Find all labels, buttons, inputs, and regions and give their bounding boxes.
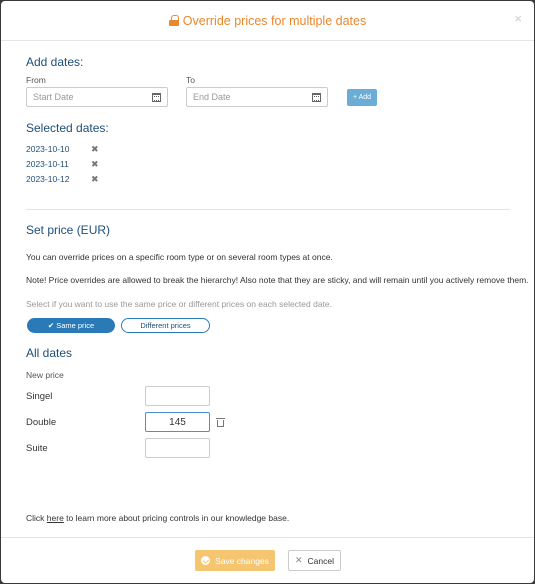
cancel-label: Cancel [307,555,334,566]
calendar-icon[interactable] [312,93,321,102]
check-circle-icon [201,556,210,565]
price-input-double[interactable]: 145 [145,412,210,432]
add-date-button[interactable]: + Add [347,89,377,106]
save-changes-button[interactable] [195,550,275,571]
cancel-button[interactable] [288,550,341,571]
end-date-placeholder: End Date [193,92,231,102]
price-input-singel[interactable] [145,386,210,406]
price-input-suite[interactable] [145,438,210,458]
selected-dates-heading: Selected dates: [26,121,109,135]
different-prices-toggle[interactable]: Different prices [121,318,210,333]
close-icon[interactable]: × [514,11,522,26]
new-price-label: New price [26,370,64,380]
remove-date-icon[interactable]: ✖ [91,159,99,169]
info-text-3: Select if you want to use the same price or different prices on each selected date. [26,299,333,309]
start-date-placeholder: Start Date [33,92,74,102]
room-label-singel: Singel [26,391,53,402]
modal-title-text: Override prices for multiple dates [182,13,367,28]
selected-date: 2023-10-10 [26,144,70,154]
remove-date-icon[interactable]: ✖ [91,174,99,184]
room-label-suite: Suite [26,443,48,454]
close-icon: ✕ [294,555,303,565]
add-dates-heading: Add dates: [26,55,84,69]
all-dates-heading: All dates [26,346,73,360]
calendar-icon[interactable] [152,93,161,102]
room-label-double: Double [26,417,57,428]
info-text-1: You can override prices on a specific room type or on several room types at once. [26,252,333,262]
trash-icon[interactable] [216,417,225,427]
knowledge-base-link[interactable]: here [46,513,64,523]
knowledge-base-note [26,513,289,523]
footnote-before: Click [26,513,47,523]
modal-title [169,14,366,28]
footnote-after: to learn more about pricing controls in our knowledge base. [63,513,290,523]
footer-divider [1,537,534,538]
from-label: From [26,75,46,85]
selected-date: 2023-10-12 [26,174,70,184]
lock-icon [169,15,179,26]
same-price-toggle[interactable]: ✔ Same price [27,318,115,333]
info-text-2: Note! Price overrides are allowed to break the hierarchy! Also note that they are sticky, and will remain until you actively remove them. [26,275,529,285]
modal-header [1,1,534,41]
save-label: Save changes [215,555,269,566]
override-prices-modal [1,1,534,583]
section-divider [26,209,510,210]
remove-date-icon[interactable]: ✖ [91,144,99,154]
set-price-heading: Set price (EUR) [26,223,111,237]
to-label: To [186,75,195,85]
start-date-input[interactable] [26,87,168,107]
end-date-input[interactable] [186,87,328,107]
selected-date: 2023-10-11 [26,159,69,169]
